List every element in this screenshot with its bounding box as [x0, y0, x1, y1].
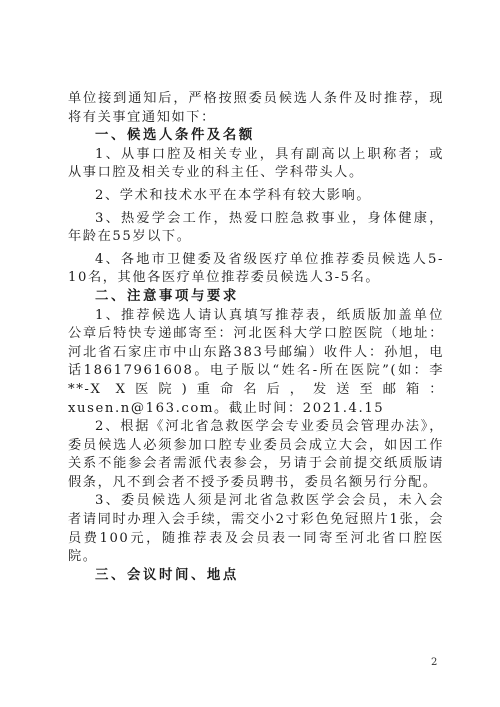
- section-1-item-2: 2、学术和技术水平在本学科有较大影响。: [95, 187, 372, 203]
- section-2-item-3: 3、委员候选人须是河北省急救医学会会员，未入会者请同时办理入会手续，需交小2寸彩色免冠照片1张，会员费100元，随推荐表及会员表一同寄至河北省口腔医院。: [68, 493, 444, 565]
- section-1-heading: 一、候选人条件及名额: [95, 128, 255, 144]
- section-1-item-4: 4、各地市卫健委及省级医疗单位推荐委员候选人5-10名，其他各医疗单位推荐委员候选人3-5名。: [68, 251, 444, 286]
- section-1-item-1: 1、从事口腔及相关专业，具有副高以上职称者；或从事口腔及相关专业的科主任、学科带头人。: [68, 146, 444, 181]
- section-2-heading: 二、注意事项与要求: [95, 288, 239, 304]
- section-3-heading: 三、会议时间、地点: [95, 567, 239, 583]
- intro-paragraph: 单位接到通知后，严格按照委员候选人条件及时推荐，现将有关事宜通知如下：: [68, 91, 444, 125]
- section-1-item-3: 3、热爱学会工作，热爱口腔急救事业，身体健康，年龄在55岁以下。: [68, 210, 444, 245]
- page-number: 2: [431, 657, 438, 668]
- section-2-item-1: 1、推荐候选人请认真填写推荐表，纸质版加盖单位公章后特快专递邮寄至：河北医科大学口腔医院（地址：河北省石家庄市中山东路383号邮编）收件人：孙旭，电话18617961608。电子版以“姓名-所在医院”(如：李**-X X医院)重命名后，发送至邮箱：xusen.n@163.com。截止时间：2021.4.15: [68, 307, 444, 416]
- document-body: [68, 90, 444, 585]
- section-2-item-2: 2、根据《河北省急救医学会专业委员会管理办法》，委员候选人必须参加口腔专业委员会成立大会，如因工作关系不能参会者需派代表参会，另请于会前提交纸质版请假条，凡不到会者不授予委员聘书，委员名额另行分配。: [68, 419, 444, 490]
